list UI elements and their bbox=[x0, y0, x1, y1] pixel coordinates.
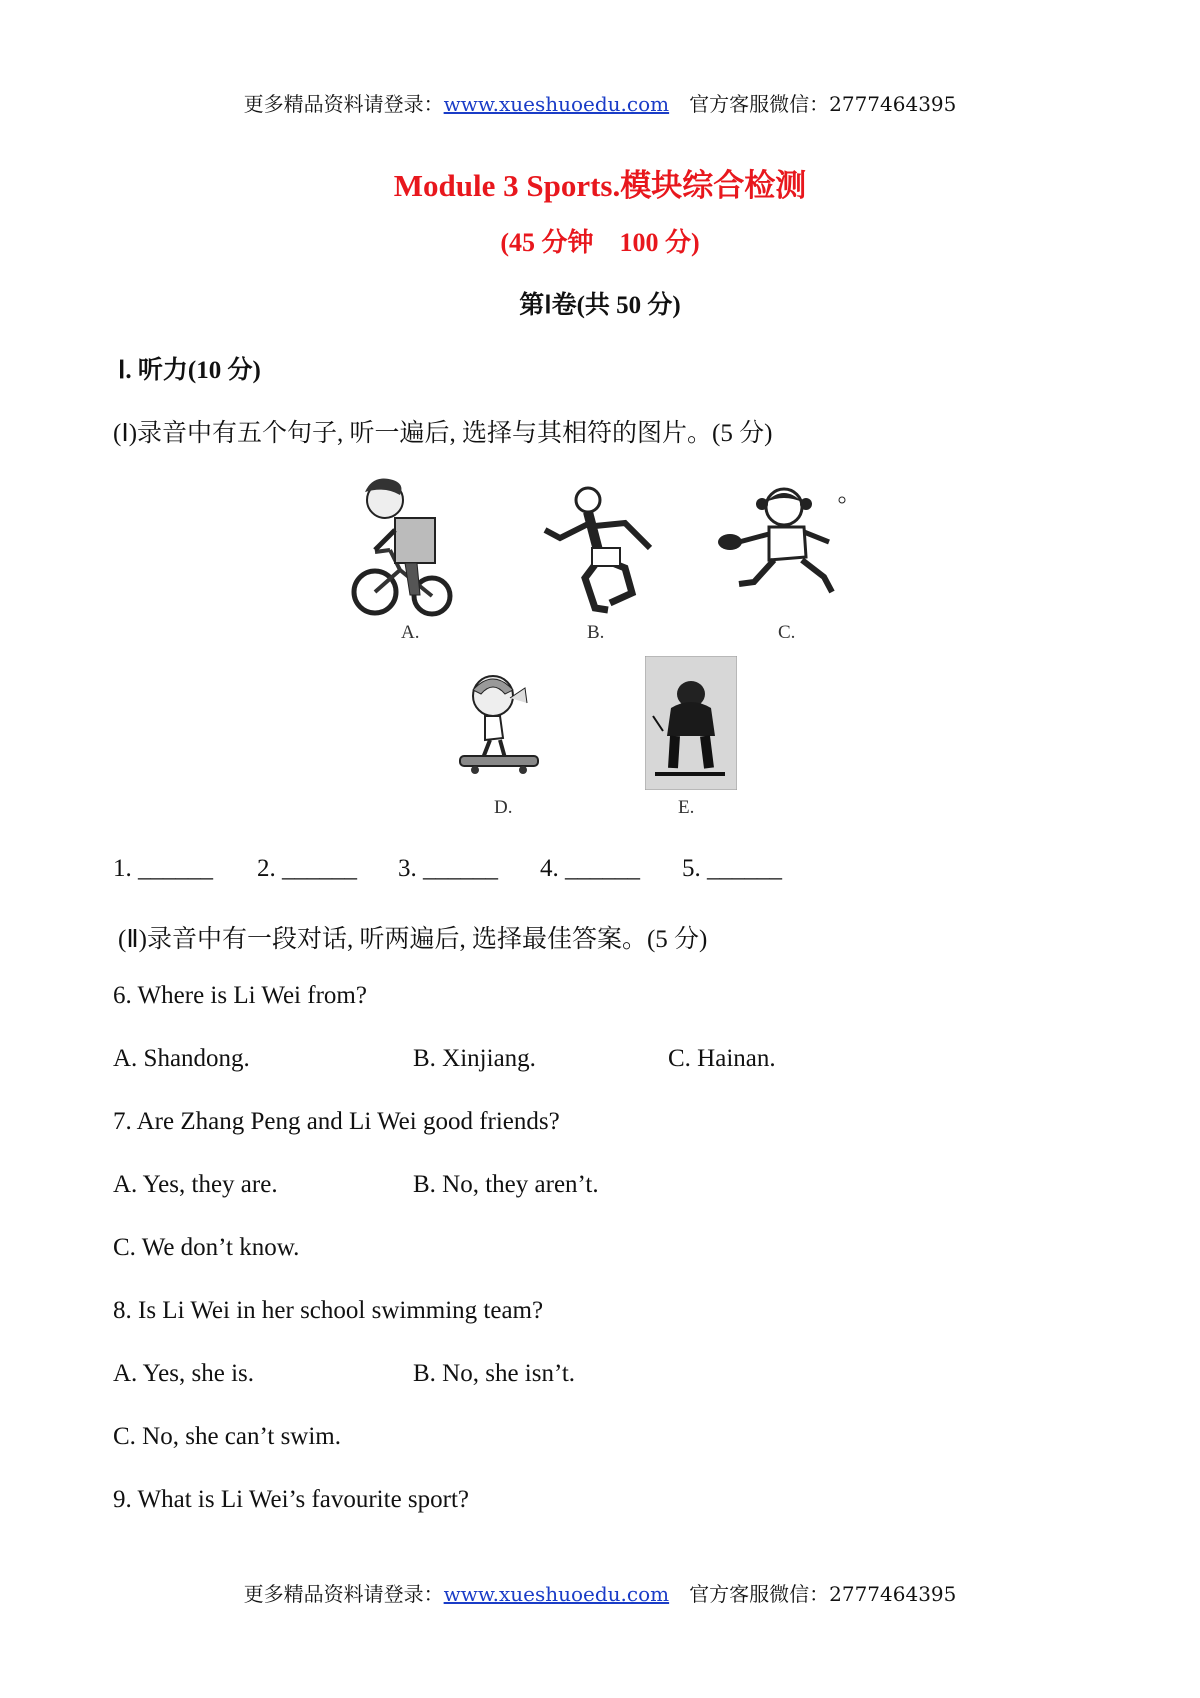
question-6-option-a[interactable]: A. Shandong. bbox=[113, 1045, 250, 1072]
question-7-option-b[interactable]: B. No, they aren’t. bbox=[413, 1171, 599, 1198]
question-6-option-b[interactable]: B. Xinjiang. bbox=[413, 1045, 536, 1072]
page-subtitle: (45 分钟 100 分) bbox=[500, 228, 700, 257]
answer-blank-3[interactable]: 3. ______ bbox=[398, 855, 498, 882]
footer-wechat: 官方客服微信：2777464395 bbox=[689, 1582, 957, 1606]
answer-blank-2[interactable]: 2. ______ bbox=[257, 855, 357, 882]
page-footer bbox=[0, 1578, 1200, 1607]
part1-instruction: (Ⅰ)录音中有五个句子, 听一遍后, 选择与其相符的图片。(5 分) bbox=[113, 420, 773, 447]
question-7-option-c[interactable]: C. We don’t know. bbox=[113, 1234, 300, 1261]
answer-blank-4[interactable]: 4. ______ bbox=[540, 855, 640, 882]
header-prefix: 更多精品资料请登录： bbox=[243, 92, 444, 116]
volume-heading: 第Ⅰ卷(共 50 分) bbox=[519, 292, 681, 319]
header-wechat: 官方客服微信：2777464395 bbox=[689, 92, 957, 116]
question-8: 8. Is Li Wei in her school swimming team? bbox=[113, 1297, 544, 1324]
man-running-icon bbox=[540, 478, 660, 618]
question-8-option-b[interactable]: B. No, she isn’t. bbox=[413, 1360, 576, 1387]
girl-skateboarding-icon bbox=[455, 668, 540, 778]
question-6: 6. Where is Li Wei from? bbox=[113, 982, 367, 1009]
skier-photo-icon bbox=[645, 656, 737, 790]
picture-label-e: E. bbox=[678, 797, 695, 818]
question-8-option-a[interactable]: A. Yes, she is. bbox=[113, 1360, 255, 1387]
picture-label-c: C. bbox=[778, 622, 796, 643]
boy-riding-bike-icon bbox=[345, 470, 455, 620]
part2-instruction: (Ⅱ)录音中有一段对话, 听两遍后, 选择最佳答案。(5 分) bbox=[118, 926, 708, 953]
page-title: Module 3 Sports.模块综合检测 bbox=[393, 168, 807, 203]
page-header bbox=[0, 88, 1200, 117]
footer-prefix: 更多精品资料请登录： bbox=[243, 1582, 444, 1606]
answer-blank-1[interactable]: 1. ______ bbox=[113, 855, 213, 882]
question-8-option-c[interactable]: C. No, she can’t swim. bbox=[113, 1423, 341, 1450]
answer-blank-5[interactable]: 5. ______ bbox=[682, 855, 782, 882]
section-heading: Ⅰ. 听力(10 分) bbox=[118, 357, 261, 384]
picture-label-b: B. bbox=[587, 622, 605, 643]
girl-playing-table-tennis-icon bbox=[714, 482, 854, 597]
footer-link[interactable]: www.xueshuoedu.com bbox=[443, 1582, 670, 1606]
question-7-option-a[interactable]: A. Yes, they are. bbox=[113, 1171, 278, 1198]
question-7: 7. Are Zhang Peng and Li Wei good friends? bbox=[113, 1108, 560, 1135]
header-link[interactable]: www.xueshuoedu.com bbox=[443, 92, 670, 116]
picture-label-a: A. bbox=[401, 622, 420, 643]
question-9: 9. What is Li Wei’s favourite sport? bbox=[113, 1486, 470, 1513]
picture-label-d: D. bbox=[494, 797, 513, 818]
question-6-option-c[interactable]: C. Hainan. bbox=[668, 1045, 776, 1072]
